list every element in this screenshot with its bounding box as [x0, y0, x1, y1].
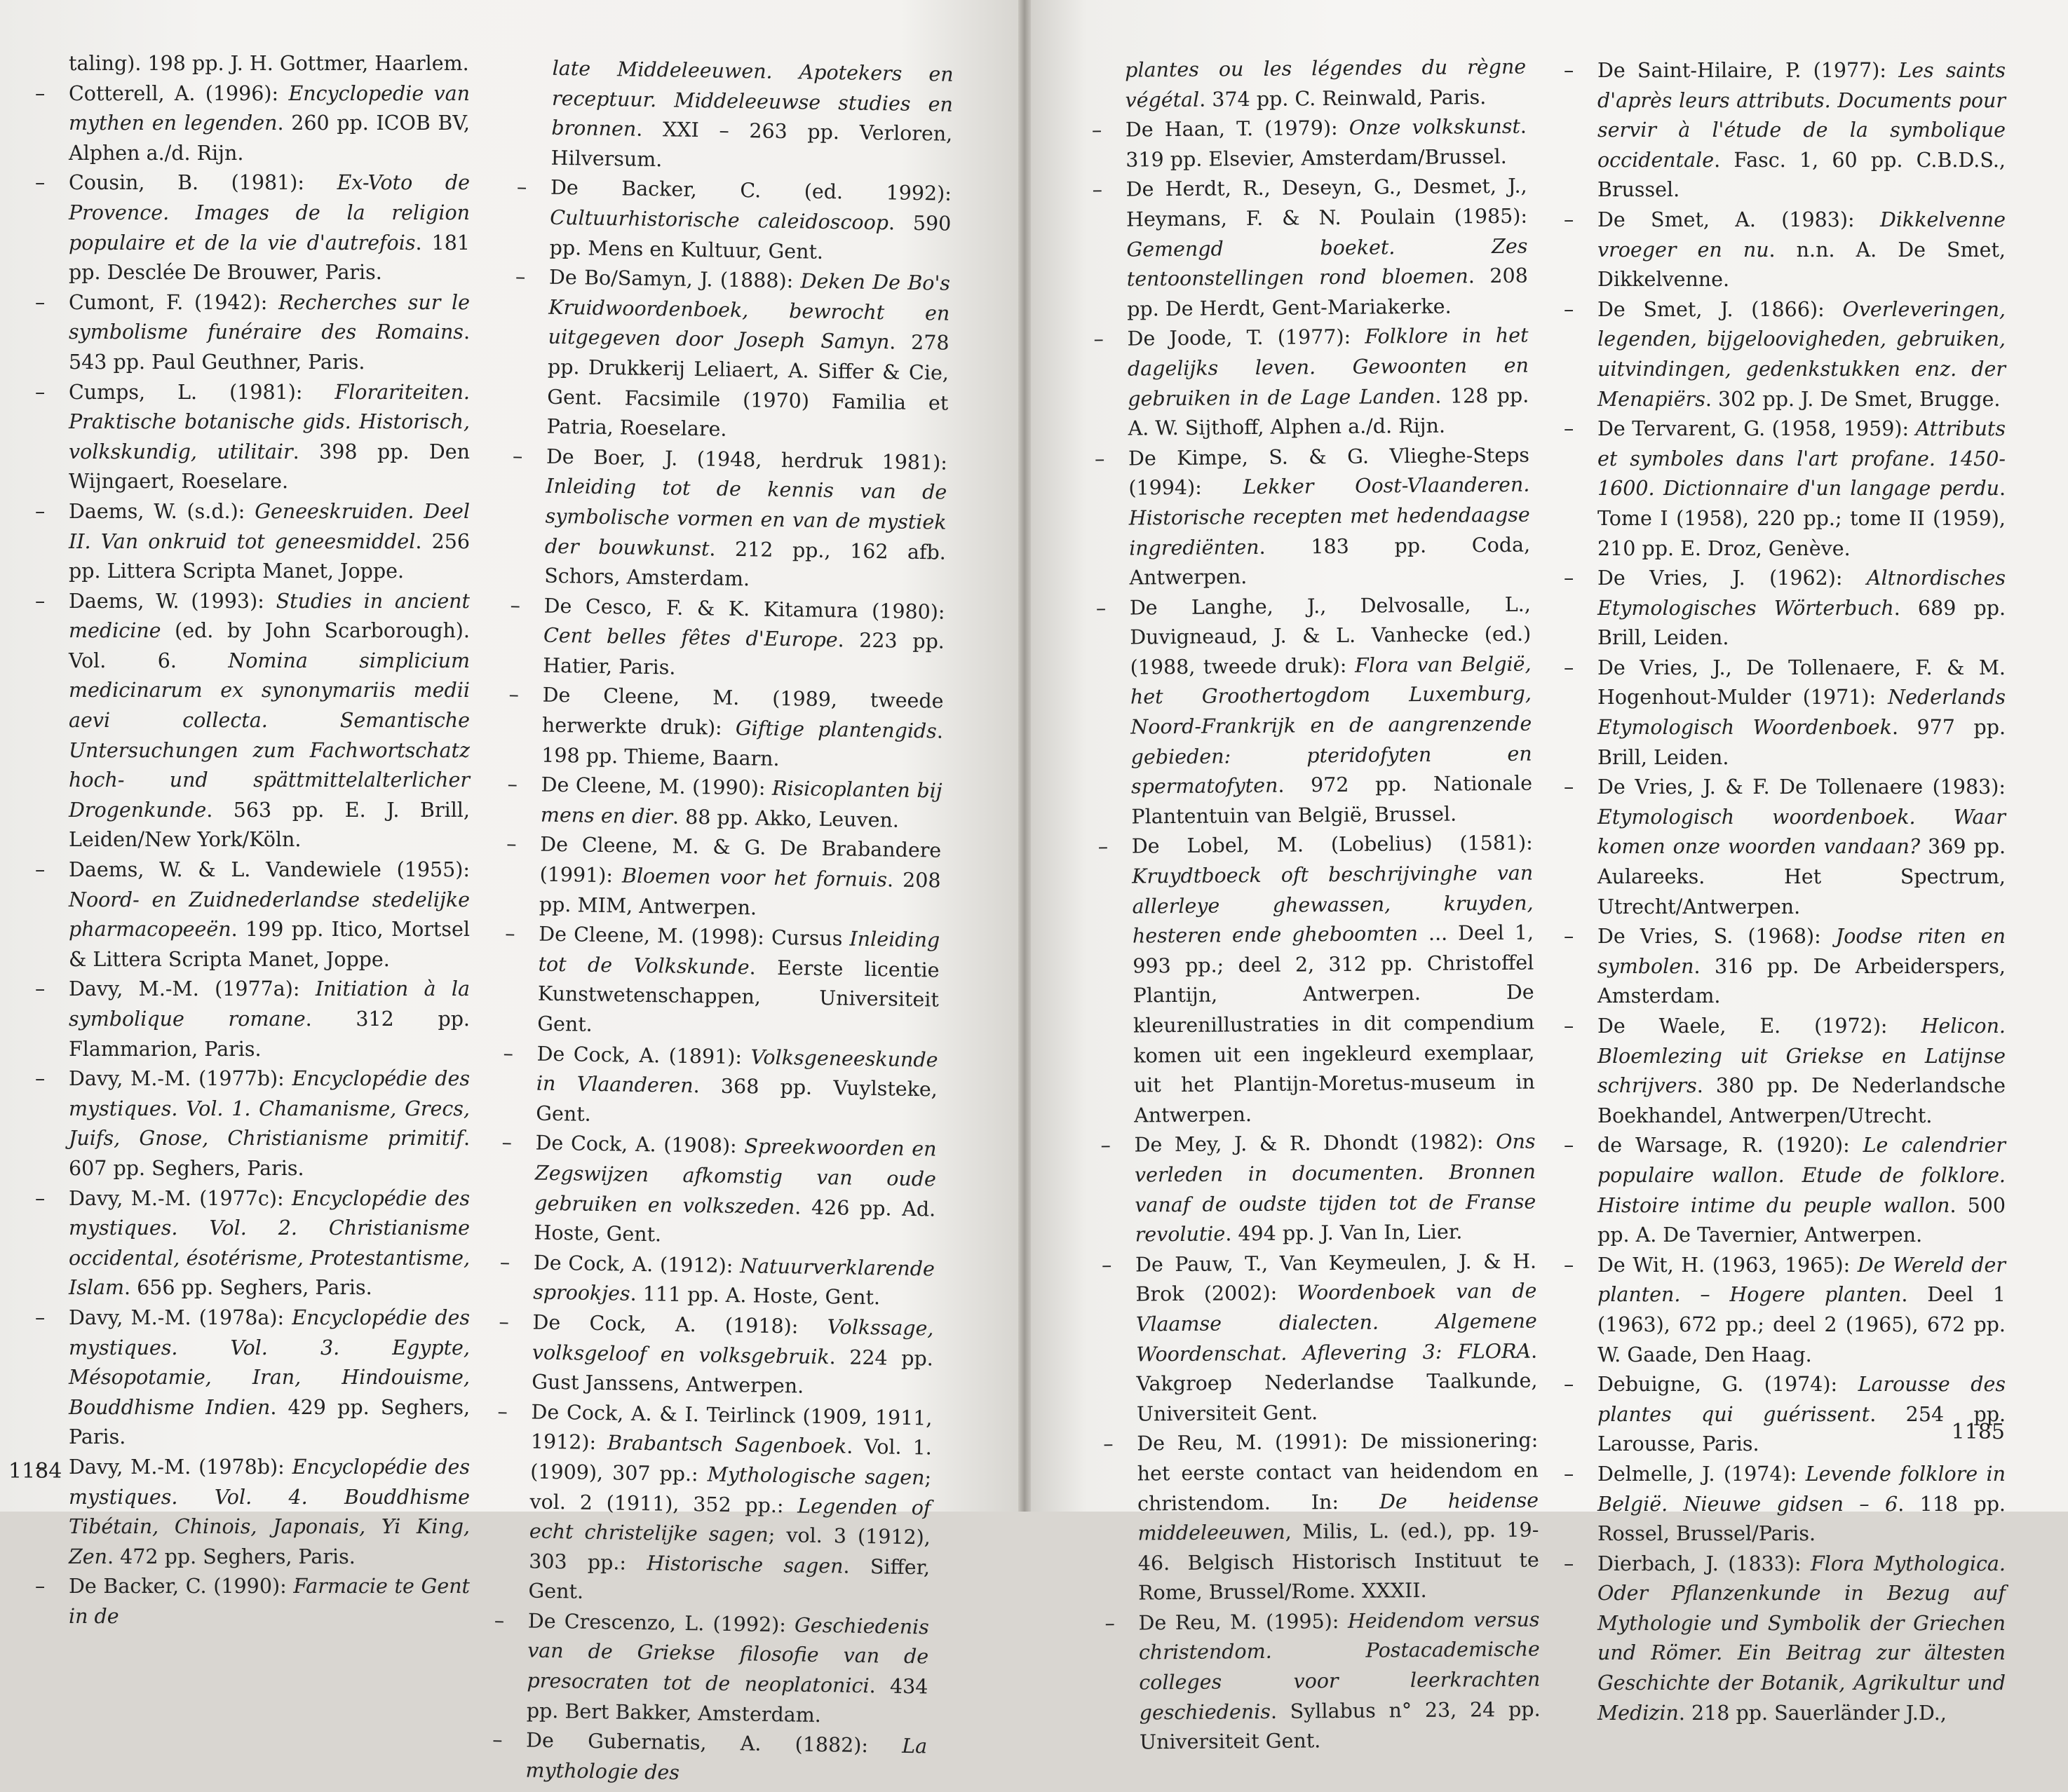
bibliography-column-1	[35, 49, 470, 1631]
bibliography-entry: late Middeleeuwen. Apotekers en receptuur. Middeleeuwse studies en bronnen. XXI – 263 pp. Verloren, Hilversum.	[550, 56, 954, 172]
bibliography-entry: – Debuigne, G. (1974): Larousse des plantes qui guérissent. 254 pp. Larousse, Paris.	[1564, 1370, 2006, 1460]
bibliography-entry: – De Cesco, F. & K. Kitamura (1980): Cent belles fêtes d'Europe. 223 pp. Hatier, Paris.	[509, 591, 945, 688]
bibliography-entry: – De Tervarent, G. (1958, 1959): Attributs et symboles dans l'art profane. 1450-1600. Dictionnaire d'un langage perdu. Tome I (1958), 220 pp.; tome II (1959), 210 pp. E. Droz, Genève.	[1564, 414, 2006, 564]
bibliography-entry: – De Wit, H. (1963, 1965): De Wereld der planten. – Hogere planten. Deel 1 (1963), 672 pp.; deel 2 (1965), 672 pp. W. Gaade, Den Haag.	[1564, 1251, 2006, 1370]
bibliography-entry: – De Saint-Hilaire, P. (1977): Les saints d'après leurs attributs. Documents pour servir à l'étude de la symbolique occidentale. Fasc. 1, 60 pp. C.B.D.S., Brussel.	[1564, 56, 2006, 205]
bibliography-entry: – De Cock, A. (1912): Natuurverklarende sprookjes. 111 pp. A. Hoste, Gent.	[499, 1248, 935, 1315]
bibliography-entry: – De Bo/Samyn, J. (1888): Deken De Bo's Kruidwoordenboek, bewrocht en uitgegeven door Joseph Samyn. 278 pp. Drukkerij Leliaert, A. Siffer & Cie, Gent. Facsimile (1970) Familia et Patria, Roeselare.	[513, 262, 950, 448]
bibliography-entry: – De Gubernatis, A. (1882): La mythologie des	[492, 1725, 927, 1792]
bibliography-entry: – Davy, M.-M. (1978b): Encyclopédie des mystiques. Vol. 4. Bouddhisme Tibétain, Chinois, Japonais, Yi King, Zen. 472 pp. Seghers, Paris.	[35, 1453, 470, 1572]
bibliography-column-3	[1091, 53, 1541, 1758]
bibliography-entry: – De Joode, T. (1977): Folklore in het dagelijks leven. Gewoonten en gebruiken in de Lage Landen. 128 pp. A. W. Sijthoff, Alphen a./d. Rijn.	[1093, 321, 1529, 444]
bibliography-entry: – Dierbach, J. (1833): Flora Mythologica. Oder Pflanzenkunde in Bezug auf Mythologie und Symbolik der Griechen und Römer. Ein Beitrag zur ältesten Geschichte der Botanik, Agrikultur und Medizin. 218 pp. Sauerländer J.D.,	[1564, 1549, 2006, 1729]
page-number-left: 1184	[8, 1459, 62, 1484]
bibliography-entry: – De Cleene, M. (1998): Cursus Inleiding tot de Volkskunde. Eerste licentie Kunstwetenschappen, Universiteit Gent.	[504, 919, 940, 1045]
right-page	[1024, 0, 2068, 1754]
bibliography-entry: – De Vries, J., De Tollenaere, F. & M. Hogenhout-Mulder (1971): Nederlands Etymologisch Woordenboek. 977 pp. Brill, Leiden.	[1564, 653, 2006, 773]
bibliography-entry: – Daems, W. (s.d.): Geneeskruiden. Deel II. Van onkruid tot geneesmiddel. 256 pp. Littera Scripta Manet, Joppe.	[35, 497, 470, 587]
bibliography-entry: – Delmelle, J. (1974): Levende folklore in België. Nieuwe gidsen – 6. 118 pp. Rossel, Brussel/Paris.	[1564, 1460, 2006, 1549]
bibliography-entry: – De Cock, A. (1891): Volksgeneeskunde in Vlaanderen. 368 pp. Vuylsteke, Gent.	[502, 1038, 938, 1135]
bibliography-entry: – De Cock, A. (1918): Volkssage, volksgeloof en volksgebruik. 224 pp. Gust Janssens, Antwerpen.	[498, 1308, 934, 1404]
bibliography-column-4	[1564, 56, 2006, 1728]
book-gutter	[1018, 0, 1031, 1512]
bibliography-entry: – Davy, M.-M. (1978a): Encyclopédie des mystiques. Vol. 3. Egypte, Mésopotamie, Iran, Hindouisme, Bouddhisme Indien. 429 pp. Seghers, Paris.	[35, 1303, 470, 1453]
bibliography-entry: – De Reu, M. (1991): De missionering: het eerste contact van heidendom en christendom. In: De heidense middeleeuwen, Milis, L. (ed.), pp. 19-46. Belgisch Historisch Instituut te Rome, Brussel/Rome. XXXII.	[1103, 1426, 1539, 1609]
bibliography-entry: – Davy, M.-M. (1977b): Encyclopédie des mystiques. Vol. 1. Chamanisme, Grecs, Juifs, Gnose, Christianisme primitif. 607 pp. Seghers, Paris.	[35, 1064, 470, 1183]
bibliography-entry: – De Backer, C. (ed. 1992): Cultuurhistorische caleidoscoop. 590 pp. Mens en Kultuur, Gent.	[515, 172, 952, 269]
bibliography-entry: – Davy, M.-M. (1977c): Encyclopédie des mystiques. Vol. 2. Christianisme occidental, ésotérisme, Protestantisme, Islam. 656 pp. Seghers, Paris.	[35, 1184, 470, 1303]
bibliography-entry: – De Cleene, M. & G. De Brabandere (1991): Bloemen voor het fornuis. 208 pp. MIM, Antwerpen.	[506, 829, 942, 926]
bibliography-entry: – De Crescenzo, L. (1992): Geschiedenis van de Griekse filosofie van de presocraten tot de neoplatonici. 434 pp. Bert Bakker, Amsterdam.	[493, 1606, 930, 1732]
bibliography-entry: – De Pauw, T., Van Keymeulen, J. & H. Brok (2002): Woordenboek van de Vlaamse dialecten. Algemene Woordenschat. Aflevering 3: FLORA. Vakgroep Nederlandse Taalkunde, Universiteit Gent.	[1102, 1247, 1538, 1430]
bibliography-entry: – De Vries, J. & F. De Tollenaere (1983): Etymologisch woordenboek. Waar komen onze woorden vandaan? 369 pp. Aulareeks. Het Spectrum, Utrecht/Antwerpen.	[1564, 773, 2006, 922]
bibliography-entry: – De Boer, J. (1948, herdruk 1981): Inleiding tot de kennis van de symbolische vormen en van de mystiek der bouwkunst. 212 pp., 162 afb. Schors, Amsterdam.	[511, 442, 947, 598]
bibliography-entry: – De Herdt, R., Deseyn, G., Desmet, J., Heymans, F. & N. Poulain (1985): Gemengd boeket. Zes tentoonstellingen rond bloemen. 208 pp. De Herdt, Gent-Mariakerke.	[1092, 172, 1528, 325]
bibliography-entry: – De Cock, A. (1908): Spreekwoorden en Zegswijzen afkomstig van oude gebruiken en volkszeden. 426 pp. Ad. Hoste, Gent.	[500, 1128, 937, 1254]
bibliography-entry: – Daems, W. & L. Vandewiele (1955): Noord- en Zuidnederlandse stedelijke pharmacopeeën. 199 pp. Itico, Mortsel & Littera Scripta Manet, Joppe.	[35, 855, 470, 975]
left-page	[0, 0, 1024, 1784]
bibliography-entry: plantes ou les légendes du règne végétal. 374 pp. C. Reinwald, Paris.	[1125, 55, 1527, 112]
bibliography-entry: – de Warsage, R. (1920): Le calendrier populaire wallon. Etude de folklore. Histoire intime du peuple wallon. 500 pp. A. De Tavernier, Antwerpen.	[1564, 1131, 2006, 1250]
bibliography-entry: – De Cleene, M. (1990): Risicoplanten bij mens en dier. 88 pp. Akko, Leuven.	[507, 770, 942, 836]
bibliography-entry: – De Cleene, M. (1989, tweede herwerkte druk): Giftige plantengids. 198 pp. Thieme, Baarn.	[508, 680, 944, 777]
bibliography-entry: – De Smet, J. (1866): Overleveringen, legenden, bijgeloovigheden, gebruiken, uitvindingen, gedenkstukken enz. der Menapiërs. 302 pp. J. De Smet, Brugge.	[1564, 295, 2006, 414]
bibliography-entry: – De Haan, T. (1979): Onze volkskunst. 319 pp. Elsevier, Amsterdam/Brussel.	[1092, 112, 1527, 176]
bibliography-entry: – De Smet, A. (1983): Dikkelvenne vroeger en nu. n.n. A. De Smet, Dikkelvenne.	[1564, 205, 2006, 295]
bibliography-entry: – De Waele, E. (1972): Helicon. Bloemlezing uit Griekse en Latijnse schrijvers. 380 pp. De Nederlandsche Boekhandel, Antwerpen/Utrecht.	[1564, 1012, 2006, 1131]
bibliography-entry: – De Kimpe, S. & G. Vlieghe-Steps (1994): Lekker Oost-Vlaanderen. Historische recepten met hedendaagse ingrediënten. 183 pp. Coda, Antwerpen.	[1095, 440, 1531, 593]
bibliography-column-2	[492, 53, 954, 1792]
bibliography-entry: – De Vries, J. (1962): Altnordisches Etymologisches Wörterbuch. 689 pp. Brill, Leiden.	[1564, 564, 2006, 653]
bibliography-entry: – Davy, M.-M. (1977a): Initiation à la symbolique romane. 312 pp. Flammarion, Paris.	[35, 975, 470, 1064]
bibliography-entry: – Cousin, B. (1981): Ex-Voto de Provence. Images de la religion populaire et de la vie d'autrefois. 181 pp. Desclée De Brouwer, Paris.	[35, 168, 470, 287]
page-number-right: 1185	[1951, 1420, 2005, 1444]
bibliography-entry: – Cumont, F. (1942): Recherches sur le symbolisme funéraire des Romains. 543 pp. Paul Geuthner, Paris.	[35, 288, 470, 378]
bibliography-entry: – De Vries, S. (1968): Joodse riten en symbolen. 316 pp. De Arbeiderspers, Amsterdam.	[1564, 922, 2006, 1012]
bibliography-entry: – De Langhe, J., Delvosalle, L., Duvigneaud, J. & L. Vanhecke (ed.) (1988, tweede druk): Flora van België, het Groothertogdom Luxemburg, Noord-Frankrijk en de aangrenzende gebieden: pteridofyten en spermatofyten. 972 pp. Nationale Plantentuin van België, Brussel.	[1096, 590, 1533, 832]
bibliography-entry: – Cumps, L. (1981): Florariteiten. Praktische botanische gids. Historisch, volkskundig, utilitair. 398 pp. Den Wijngaert, Roeselare.	[35, 378, 470, 497]
bibliography-entry: – Cotterell, A. (1996): Encyclopedie van mythen en legenden. 260 pp. ICOB BV, Alphen a./d. Rijn.	[35, 79, 470, 169]
bibliography-entry: – De Reu, M. (1995): Heidendom versus christendom. Postacademische colleges voor leerkrachten geschiedenis. Syllabus n° 23, 24 pp. Universiteit Gent.	[1104, 1605, 1541, 1758]
bibliography-entry: – De Cock, A. & I. Teirlinck (1909, 1911, 1912): Brabantsch Sagenboek. Vol. 1. (1909), 307 pp.: Mythologische sagen; vol. 2 (1911), 352 pp.: Legenden of echt christelijke sagen; vol. 3 (1912), 303 pp.: Historische sagen. Siffer, Gent.	[494, 1397, 933, 1613]
bibliography-entry: – De Lobel, M. (Lobelius) (1581): Kruydtboeck oft beschrijvinghe van allerleye ghewassen, kruyden, hesteren ende gheboomten ... Deel 1, 993 pp.; deel 2, 312 pp. Christoffel Plantijn, Antwerpen. De kleurenillustraties in dit compendium komen uit een ingekleurd exemplaar, uit het Plantijn-Moretus-museum in Antwerpen.	[1098, 829, 1536, 1131]
bibliography-entry: – De Backer, C. (1990): Farmacie te Gent in de	[35, 1572, 470, 1631]
bibliography-entry: – Daems, W. (1993): Studies in ancient medicine (ed. by John Scarborough). Vol. 6. Nomina simplicium medicinarum ex synonymariis medii aevi collecta. Semantische Untersuchungen zum Fachwortschatz hoch- und spättmittelalterlicher Drogenkunde. 563 pp. E. J. Brill, Leiden/New York/Köln.	[35, 587, 470, 855]
bibliography-entry: taling). 198 pp. J. H. Gottmer, Haarlem.	[69, 52, 469, 75]
bibliography-entry: – De Mey, J. & R. Dhondt (1982): Ons verleden in documenten. Bronnen vanaf de oudste tijden tot de Franse revolutie. 494 pp. J. Van In, Lier.	[1100, 1127, 1536, 1251]
